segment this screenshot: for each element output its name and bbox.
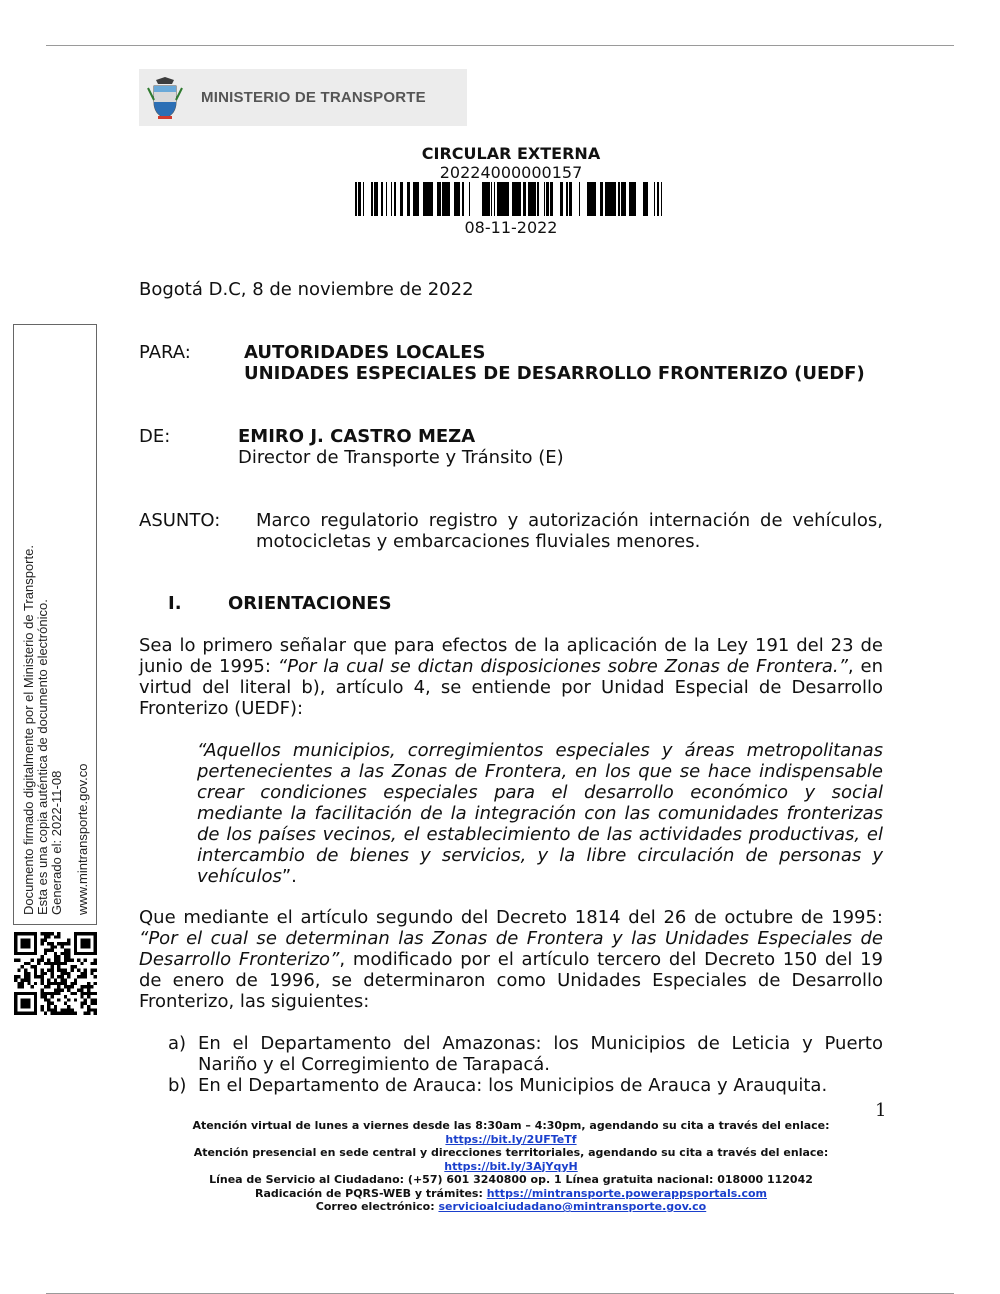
quote-line-7: vehículos”. bbox=[197, 866, 297, 887]
contact-footer bbox=[0, 1119, 1000, 1214]
stamp-text bbox=[22, 335, 90, 915]
quote-line-2: pertenecientes a las Zonas de Frontera, en los que se hace indispensable bbox=[197, 761, 883, 782]
footer-onsite-attention: Atención presencial en sede central y direcciones territoriales, agendando su cita a través del enlace: bbox=[193, 1146, 829, 1159]
document-type: CIRCULAR EXTERNA bbox=[421, 144, 601, 163]
para2-line-2: “Por el cual se determinan las Zonas de Frontera y las Unidades Especiales de bbox=[139, 928, 883, 949]
place-date: Bogotá D.C, 8 de noviembre de 2022 bbox=[139, 279, 474, 300]
quote-line-4: mediante la facilitación de la integración con las comunidades fronterizas bbox=[197, 803, 883, 824]
stamp-line-1: Documento firmado digitalmente por el Ministerio de Transporte. bbox=[21, 545, 36, 915]
section-number: I. bbox=[168, 593, 182, 614]
footer-link-pqrs[interactable]: https://mintransporte.powerappsportals.com bbox=[486, 1186, 767, 1200]
list-item-a-line-2: Nariño y el Corregimiento de Tarapacá. bbox=[198, 1054, 550, 1075]
stamp-line-3: Generado el: 2022-11-08 bbox=[49, 770, 64, 915]
top-divider bbox=[46, 45, 954, 46]
coat-of-arms-icon bbox=[139, 69, 191, 126]
ministry-name: MINISTERIO DE TRANSPORTE bbox=[201, 89, 426, 106]
ministry-logo-banner bbox=[139, 69, 467, 126]
list-marker-b: b) bbox=[168, 1075, 187, 1096]
para-recipient-2: UNIDADES ESPECIALES DE DESARROLLO FRONTERIZO (UEDF) bbox=[244, 363, 865, 384]
footer-phone-line: Línea de Servicio al Ciudadano: (+57) 601 3240800 op. 1 Línea gratuita nacional: 018000 112042 bbox=[209, 1173, 813, 1186]
para-recipient-1: AUTORIDADES LOCALES bbox=[244, 342, 486, 363]
quote-line-6: intercambio de bienes y servicios, y la libre circulación de personas y bbox=[197, 845, 883, 866]
de-label: DE: bbox=[139, 426, 171, 447]
footer-virtual-attention: Atención virtual de lunes a viernes desde las 8:30am – 4:30pm, agendando su cita a través del enlace: bbox=[192, 1119, 830, 1132]
stamp-line-4: www.mintransporte.gov.co bbox=[75, 763, 90, 915]
section-title: ORIENTACIONES bbox=[228, 593, 392, 614]
sender-role: Director de Transporte y Tránsito (E) bbox=[238, 447, 564, 468]
footer-email-line: Correo electrónico: servicioalciudadano@mintransporte.gov.co bbox=[315, 1200, 707, 1213]
footer-link-email[interactable]: servicioalciudadano@mintransporte.gov.co bbox=[438, 1200, 707, 1213]
barcode-image bbox=[355, 182, 667, 216]
para1-line-1: Sea lo primero señalar que para efectos de la aplicación de la Ley 191 del 23 de bbox=[139, 635, 883, 656]
sender-name: EMIRO J. CASTRO MEZA bbox=[238, 426, 476, 447]
stamp-line-2: Esta es una copia auténtica de documento electrónico. bbox=[35, 599, 50, 915]
asunto-line-1: Marco regulatorio registro y autorización internación de vehículos, bbox=[256, 510, 883, 531]
para-label: PARA: bbox=[139, 342, 191, 363]
footer-pqrs-line: Radicación de PQRS-WEB y trámites: https://mintransporte.powerappsportals.com bbox=[254, 1186, 767, 1200]
list-item-a-line-1: En el Departamento del Amazonas: los Municipios de Leticia y Puerto bbox=[198, 1033, 883, 1054]
quote-line-5: de los países vecinos, el establecimiento de las actividades productivas, el bbox=[197, 824, 883, 845]
para2-line-1: Que mediante el artículo segundo del Decreto 1814 del 26 de octubre de 1995: bbox=[139, 907, 883, 928]
para1-line-3: virtud del literal b), artículo 4, se entiende por Unidad Especial de Desarrollo bbox=[139, 677, 883, 698]
list-item-b-line-1: En el Departamento de Arauca: los Municipios de Arauca y Arauquita. bbox=[198, 1075, 828, 1096]
qr-code-image bbox=[14, 932, 97, 1015]
para1-line-4: Fronterizo (UEDF): bbox=[139, 698, 304, 719]
para2-line-5: Fronterizo, las siguientes: bbox=[139, 991, 370, 1012]
asunto-line-2: motocicletas y embarcaciones fluviales menores. bbox=[256, 531, 701, 552]
footer-link-onsite[interactable]: https://bit.ly/3AjYqyH bbox=[444, 1159, 578, 1173]
digital-signature-stamp bbox=[13, 324, 97, 925]
para1-line-2: junio de 1995: “Por la cual se dictan disposiciones sobre Zonas de Frontera.”, en bbox=[139, 656, 883, 677]
para2-line-4: de enero de 1996, se determinaron como Unidades Especiales de Desarrollo bbox=[139, 970, 883, 991]
document-number: 20224000000157 bbox=[439, 163, 583, 182]
page-number: 1 bbox=[875, 1100, 887, 1121]
asunto-label: ASUNTO: bbox=[139, 510, 221, 531]
quote-line-3: crear condiciones especiales para el desarrollo económico y social bbox=[197, 782, 883, 803]
footer-link-virtual[interactable]: https://bit.ly/2UFTeTf bbox=[445, 1132, 577, 1146]
para2-line-3: Desarrollo Fronterizo”, modificado por el artículo tercero del Decreto 150 del 19 bbox=[139, 949, 883, 970]
quote-line-1: “Aquellos municipios, corregimientos especiales y áreas metropolitanas bbox=[197, 740, 883, 761]
list-marker-a: a) bbox=[168, 1033, 187, 1054]
document-date: 08-11-2022 bbox=[464, 218, 558, 237]
